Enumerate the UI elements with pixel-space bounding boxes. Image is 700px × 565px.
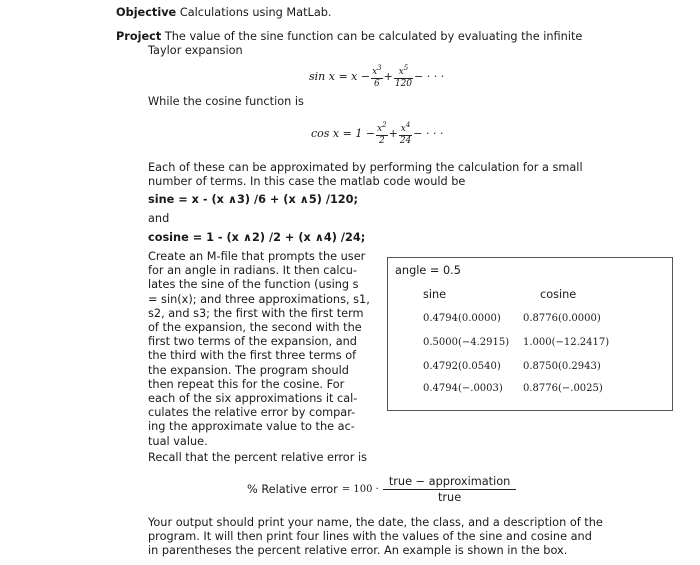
- task-line: tual value.: [148, 434, 208, 448]
- sine-cell: 0.4794(0.0000): [423, 313, 501, 324]
- table-row: [523, 361, 601, 372]
- relative-error-formula: [247, 472, 516, 506]
- task-line: of the expansion, the second with the: [148, 321, 362, 335]
- error-denominator: true: [383, 489, 516, 505]
- sine-cell: 0.4794(−.0003): [423, 383, 503, 394]
- sine-term-2: $\frac{x^5}{120}$: [394, 63, 413, 89]
- task-line: culates the relative error by compar-: [148, 406, 356, 420]
- table-row: [523, 337, 609, 348]
- cosine-cell: 1.000(−12.2417): [523, 337, 610, 348]
- cosine-term-2: $\frac{x^4}{24}$: [399, 120, 412, 146]
- table-row: [423, 361, 501, 372]
- task-line: the expansion. The program should: [148, 363, 349, 377]
- table-row: [423, 337, 509, 348]
- project-text-2: Taylor expansion: [148, 44, 243, 57]
- sine-cell: 0.5000(−4.2915): [423, 337, 510, 348]
- approx-text-1: Each of these can be approximated by performing the calculation for a small: [148, 161, 583, 174]
- error-numerator: true − approximation: [388, 474, 511, 488]
- cosine-cell: 0.8750(0.2943): [523, 361, 601, 372]
- task-line: = sin(x); and three approximations, s1,: [148, 292, 370, 306]
- objective-line: [116, 6, 332, 19]
- task-line: then repeat this for the cosine. For: [148, 377, 345, 391]
- error-formula-lhs: % Relative error: [247, 482, 338, 496]
- cosine-cell: 0.8776(−.0025): [523, 383, 603, 394]
- cosine-formula-lhs: cos x = 1 −: [311, 126, 376, 140]
- column-header-cosine: cosine: [540, 288, 577, 301]
- task-paragraph: [148, 250, 378, 449]
- task-line: first two terms of the expansion, and: [148, 335, 357, 349]
- sine-formula-lhs: sin x = x −: [309, 69, 371, 83]
- task-line: s2, and s3; the first with the first term: [148, 306, 364, 320]
- output-line: Your output should print your name, the date, the class, and a description of the: [148, 516, 603, 529]
- task-line: lates the sine of the function (using s: [148, 278, 359, 292]
- recall-text: Recall that the percent relative error is: [148, 451, 367, 464]
- angle-label: angle = 0.5: [395, 264, 461, 277]
- cosine-formula: [311, 119, 443, 147]
- sine-tail: − · · ·: [414, 69, 445, 83]
- task-line: Create an M-file that prompts the user: [148, 250, 366, 263]
- project-label: Project: [116, 30, 162, 43]
- project-text-1: The value of the sine function can be calculated by evaluating the infinite: [164, 30, 583, 43]
- while-text: While the cosine function is: [148, 95, 304, 108]
- sine-op: +: [383, 69, 393, 83]
- task-line: ing the approximate value to the ac-: [148, 420, 355, 434]
- error-formula-eq: = 100 ·: [341, 483, 379, 495]
- code-cosine: cosine = 1 - (x ∧2) /2 + (x ∧4) /24;: [148, 231, 366, 244]
- cosine-cell: 0.8776(0.0000): [523, 313, 601, 324]
- table-row: [423, 383, 503, 394]
- sine-formula: [309, 62, 444, 90]
- sine-cell: 0.4792(0.0540): [423, 361, 501, 372]
- objective-label: Objective: [116, 6, 177, 19]
- code-sine: sine = x - (x ∧3) /6 + (x ∧5) /120;: [148, 193, 359, 206]
- table-row: [523, 383, 603, 394]
- cosine-term-1: $\frac{x^2}{2}$: [377, 120, 387, 146]
- project-line-1: [116, 30, 582, 43]
- example-box: [387, 257, 673, 411]
- objective-text: Calculations using MatLab.: [179, 6, 332, 19]
- error-fraction: [383, 474, 516, 505]
- approx-text-2: number of terms. In this case the matlab code would be: [148, 175, 466, 188]
- output-paragraph: [148, 516, 618, 559]
- output-line: in parentheses the percent relative error. An example is shown in the box.: [148, 544, 568, 558]
- output-line: program. It will then print four lines with the values of the sine and cosine and: [148, 530, 592, 544]
- cosine-tail: − · · ·: [413, 126, 444, 140]
- task-line: the third with the first three terms of: [148, 349, 357, 363]
- cosine-op: +: [388, 126, 398, 140]
- and-text: and: [148, 212, 170, 225]
- sine-term-1: $\frac{x^3}{6}$: [372, 63, 382, 89]
- table-row: [523, 313, 601, 324]
- table-row: [423, 313, 501, 324]
- column-header-sine: sine: [423, 288, 447, 301]
- task-line: for an angle in radians. It then calcu-: [148, 264, 358, 278]
- task-line: each of the six approximations it cal-: [148, 392, 358, 406]
